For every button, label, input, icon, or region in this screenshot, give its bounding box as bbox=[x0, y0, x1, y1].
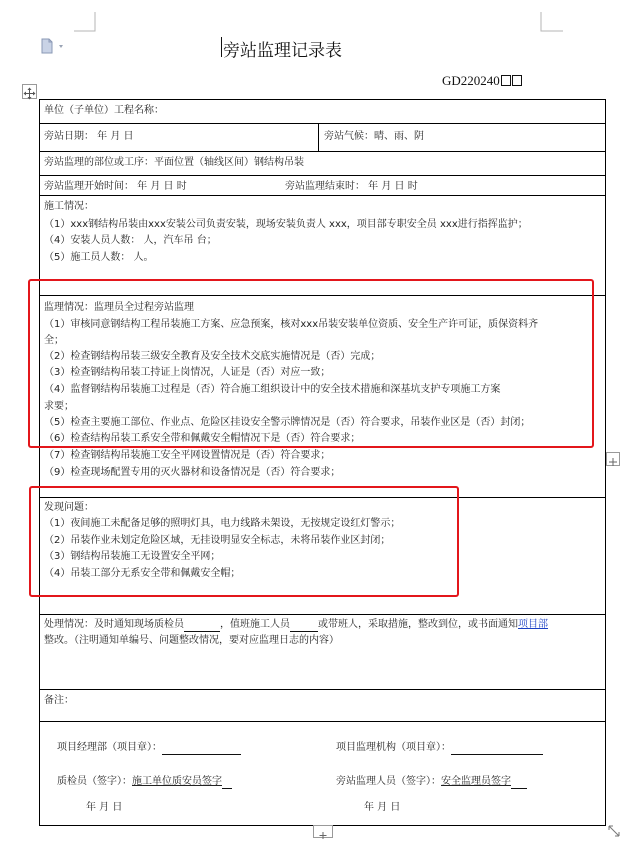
sign-date-right: 年 月 日 bbox=[364, 802, 401, 813]
blank-field bbox=[290, 621, 318, 632]
remarks-label: 备注： bbox=[44, 695, 74, 706]
form-code-text: GD220240 bbox=[442, 73, 500, 88]
supervision-line: （7）检查钢结构吊装施工安全平网设置情况是（否）符合要求； bbox=[44, 450, 331, 461]
problems-line: 发现问题： bbox=[44, 502, 94, 513]
row-line bbox=[39, 195, 606, 196]
supervision-line: （4）监督钢结构吊装施工过程是（否）符合施工组织设计中的安全技术措施和深基坑支护专项施工方案 bbox=[44, 384, 501, 395]
supervision-line: （6）检查结构吊装工系安全带和佩戴安全帽情况下是（否）符合要求； bbox=[44, 433, 361, 444]
project-dept-link[interactable]: 项目部 bbox=[518, 619, 548, 630]
supervision-line: 监理情况：监理员全过程旁站监理 bbox=[44, 302, 194, 313]
construction-line: （4）安装人员人数： 人，汽车吊 台； bbox=[44, 235, 217, 246]
add-row-button[interactable] bbox=[313, 825, 333, 838]
supervision-line: （3）检查钢结构吊装工持证上岗情况，人证是（否）对应一致； bbox=[44, 367, 331, 378]
resize-handle-icon bbox=[606, 823, 622, 839]
supervision-line: 求要； bbox=[44, 401, 74, 412]
station-weather-label: 旁站气候：晴、雨、阴 bbox=[324, 131, 424, 142]
add-column-button[interactable] bbox=[606, 452, 620, 466]
table-resize-handle[interactable] bbox=[606, 823, 622, 839]
sup-sign-label: 旁站监理人员（签字）： bbox=[336, 776, 441, 787]
table-border-left bbox=[39, 99, 40, 826]
pm-stamp-text: 项目经理部（项目章）： bbox=[57, 742, 162, 753]
qi-sign-label: 质检员（签字）： bbox=[57, 776, 132, 787]
handling-text: 或带班人，采取措施，整改到位，或书面通知 bbox=[318, 619, 518, 630]
pm-stamp-label bbox=[57, 741, 241, 755]
blank-field bbox=[451, 744, 543, 755]
sup-sign-value: 安全监理员签字 bbox=[441, 776, 511, 787]
handling-text: 处理情况：及时通知现场质检员 bbox=[44, 619, 184, 630]
page-title: 旁站监理记录表 bbox=[223, 41, 342, 61]
row-line bbox=[39, 151, 606, 152]
add-icon bbox=[314, 830, 332, 841]
construction-heading: 施工情况： bbox=[44, 201, 94, 212]
construction-line: （5）施工员人数： 人。 bbox=[44, 252, 154, 263]
table-border-top bbox=[39, 99, 606, 100]
code-box bbox=[501, 75, 511, 86]
problems-line: （2）吊装作业未划定危险区域，无挂设明显安全标志，未将吊装作业区封闭； bbox=[44, 535, 391, 546]
annotation-box-supervision bbox=[28, 279, 594, 448]
form-code bbox=[442, 73, 522, 89]
station-date-label: 旁站日期： 年 月 日 bbox=[44, 131, 134, 142]
qi-sign-line bbox=[57, 775, 232, 789]
text-cursor bbox=[221, 37, 222, 57]
handling-line bbox=[44, 618, 548, 632]
add-icon bbox=[607, 456, 619, 468]
row-line bbox=[39, 175, 606, 176]
supervision-line: （9）检查现场配置专用的灭火器材和设备情况是（否）符合要求； bbox=[44, 467, 341, 478]
problems-line: （1）夜间施工未配备足够的照明灯具，电力线路未架设，无按规定设红灯警示； bbox=[44, 518, 401, 529]
table-move-handle[interactable] bbox=[22, 84, 37, 99]
blank-field bbox=[511, 778, 527, 789]
annotation-box-problems bbox=[29, 486, 459, 597]
sup-org-stamp-label bbox=[336, 741, 543, 755]
sup-sign-line bbox=[336, 775, 527, 789]
station-part-label: 旁站监理的部位或工序：平面位置（轴线区间）钢结构吊装 bbox=[44, 157, 304, 168]
supervision-line: （1）审核同意钢结构工程吊装施工方案、应急预案，核对xxx吊装安装单位资质、安全生产许可证，质保资料齐 bbox=[44, 319, 539, 330]
handling-text: ，值班施工人员 bbox=[220, 619, 290, 630]
sign-date-left: 年 月 日 bbox=[86, 802, 123, 813]
sup-org-stamp-text: 项目监理机构（项目章）： bbox=[336, 742, 451, 753]
blank-field bbox=[184, 621, 220, 632]
row-line bbox=[39, 689, 606, 690]
supervision-line: 全； bbox=[44, 335, 64, 346]
column-divider bbox=[318, 123, 319, 151]
handling-line-2: 整改。（注明通知单编号、问题整改情况，要对应监理日志的内容） bbox=[44, 635, 339, 646]
move-handle-icon bbox=[23, 87, 36, 100]
supervision-line: （5）检查主要施工部位、作业点、危险区挂设安全警示牌情况是（否）符合要求，吊装作业区是（否）封闭； bbox=[44, 417, 531, 428]
code-box bbox=[512, 75, 522, 86]
qi-sign-value: 施工单位质安员签字 bbox=[132, 776, 222, 787]
problems-line: （4）吊装工部分无系安全带和佩戴安全帽； bbox=[44, 568, 241, 579]
construction-line: （1）xxx钢结构吊装由xxx安装公司负责安装，现场安装负责人 xxx，项目部专职安全员 xxx进行指挥监护； bbox=[44, 219, 528, 230]
project-name-label: 单位（子单位）工程名称： bbox=[44, 105, 164, 116]
problems-line: （3）钢结构吊装施工无设置安全平网； bbox=[44, 551, 221, 562]
supervision-line: （2）检查钢结构吊装三级安全教育及安全技术交底实施情况是（否）完成； bbox=[44, 351, 381, 362]
end-time-label: 旁站监理结束时： 年 月 日 时 bbox=[285, 181, 418, 192]
blank-field bbox=[162, 744, 241, 755]
start-time-label: 旁站监理开始时间： 年 月 日 时 bbox=[44, 181, 187, 192]
row-line bbox=[39, 614, 606, 615]
blank-field bbox=[222, 778, 232, 789]
row-line bbox=[39, 123, 606, 124]
row-line bbox=[39, 721, 606, 722]
